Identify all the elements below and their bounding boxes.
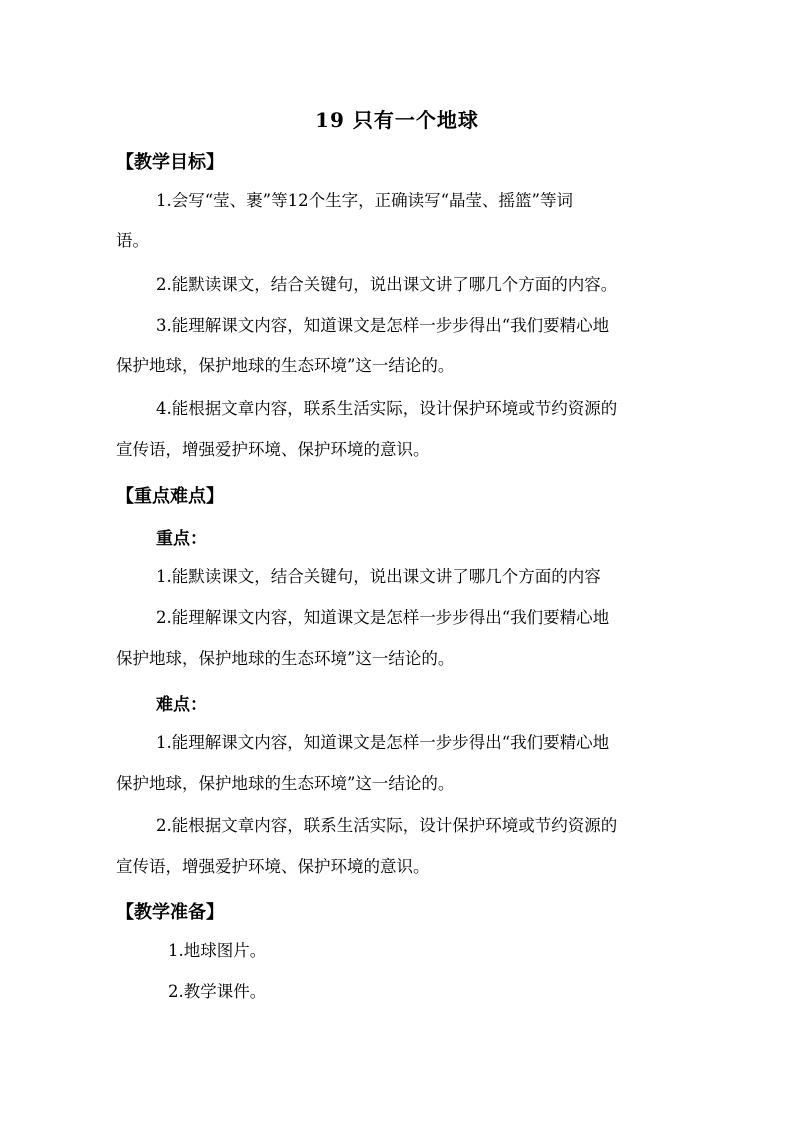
objective-item-4-line1: 4.能根据文章内容，联系生活实际，设计保护环境或节约资源的 [156, 399, 618, 418]
objective-item-3-line2: 保护地球，保护地球的生态环境”这一结论的。 [116, 356, 455, 375]
section-heading-preparation: 【教学准备】 [116, 902, 224, 923]
section-heading-objectives: 【教学目标】 [116, 152, 224, 173]
section-heading-key-points: 【重点难点】 [116, 486, 224, 507]
difficulty-item-1-line1: 1.能理解课文内容，知道课文是怎样一步步得出“我们要精心地 [156, 733, 610, 752]
preparation-item-2: 2.教学课件。 [168, 982, 267, 1001]
objective-item-1-line2: 语。 [116, 231, 149, 250]
key-item-1-line1: 1.能默读课文，结合关键句，说出课文讲了哪几个方面的内容 [156, 567, 601, 586]
objective-item-2-line1: 2.能默读课文，结合关键句，说出课文讲了哪几个方面的内容。 [156, 275, 618, 294]
difficulty-item-2-line2: 宣传语，增强爱护环境、保护环境的意识。 [116, 857, 430, 876]
key-item-2-line2: 保护地球，保护地球的生态环境”这一结论的。 [116, 649, 455, 668]
key-item-2-line1: 2.能理解课文内容，知道课文是怎样一步步得出“我们要精心地 [156, 608, 610, 627]
preparation-item-1: 1.地球图片。 [168, 941, 267, 960]
objective-item-3-line1: 3.能理解课文内容，知道课文是怎样一步步得出“我们要精心地 [156, 316, 610, 335]
difficulty-label: 难点： [156, 695, 207, 715]
document-title: 19 只有一个地球 [315, 108, 479, 132]
objective-item-4-line2: 宣传语，增强爱护环境、保护环境的意识。 [116, 440, 430, 459]
key-label: 重点： [156, 529, 207, 549]
objective-item-1-line1: 1.会写“莹、裹”等12个生字，正确读写“晶莹、摇篮”等词 [156, 191, 573, 210]
difficulty-item-1-line2: 保护地球，保护地球的生态环境”这一结论的。 [116, 774, 455, 793]
difficulty-item-2-line1: 2.能根据文章内容，联系生活实际，设计保护环境或节约资源的 [156, 816, 618, 835]
